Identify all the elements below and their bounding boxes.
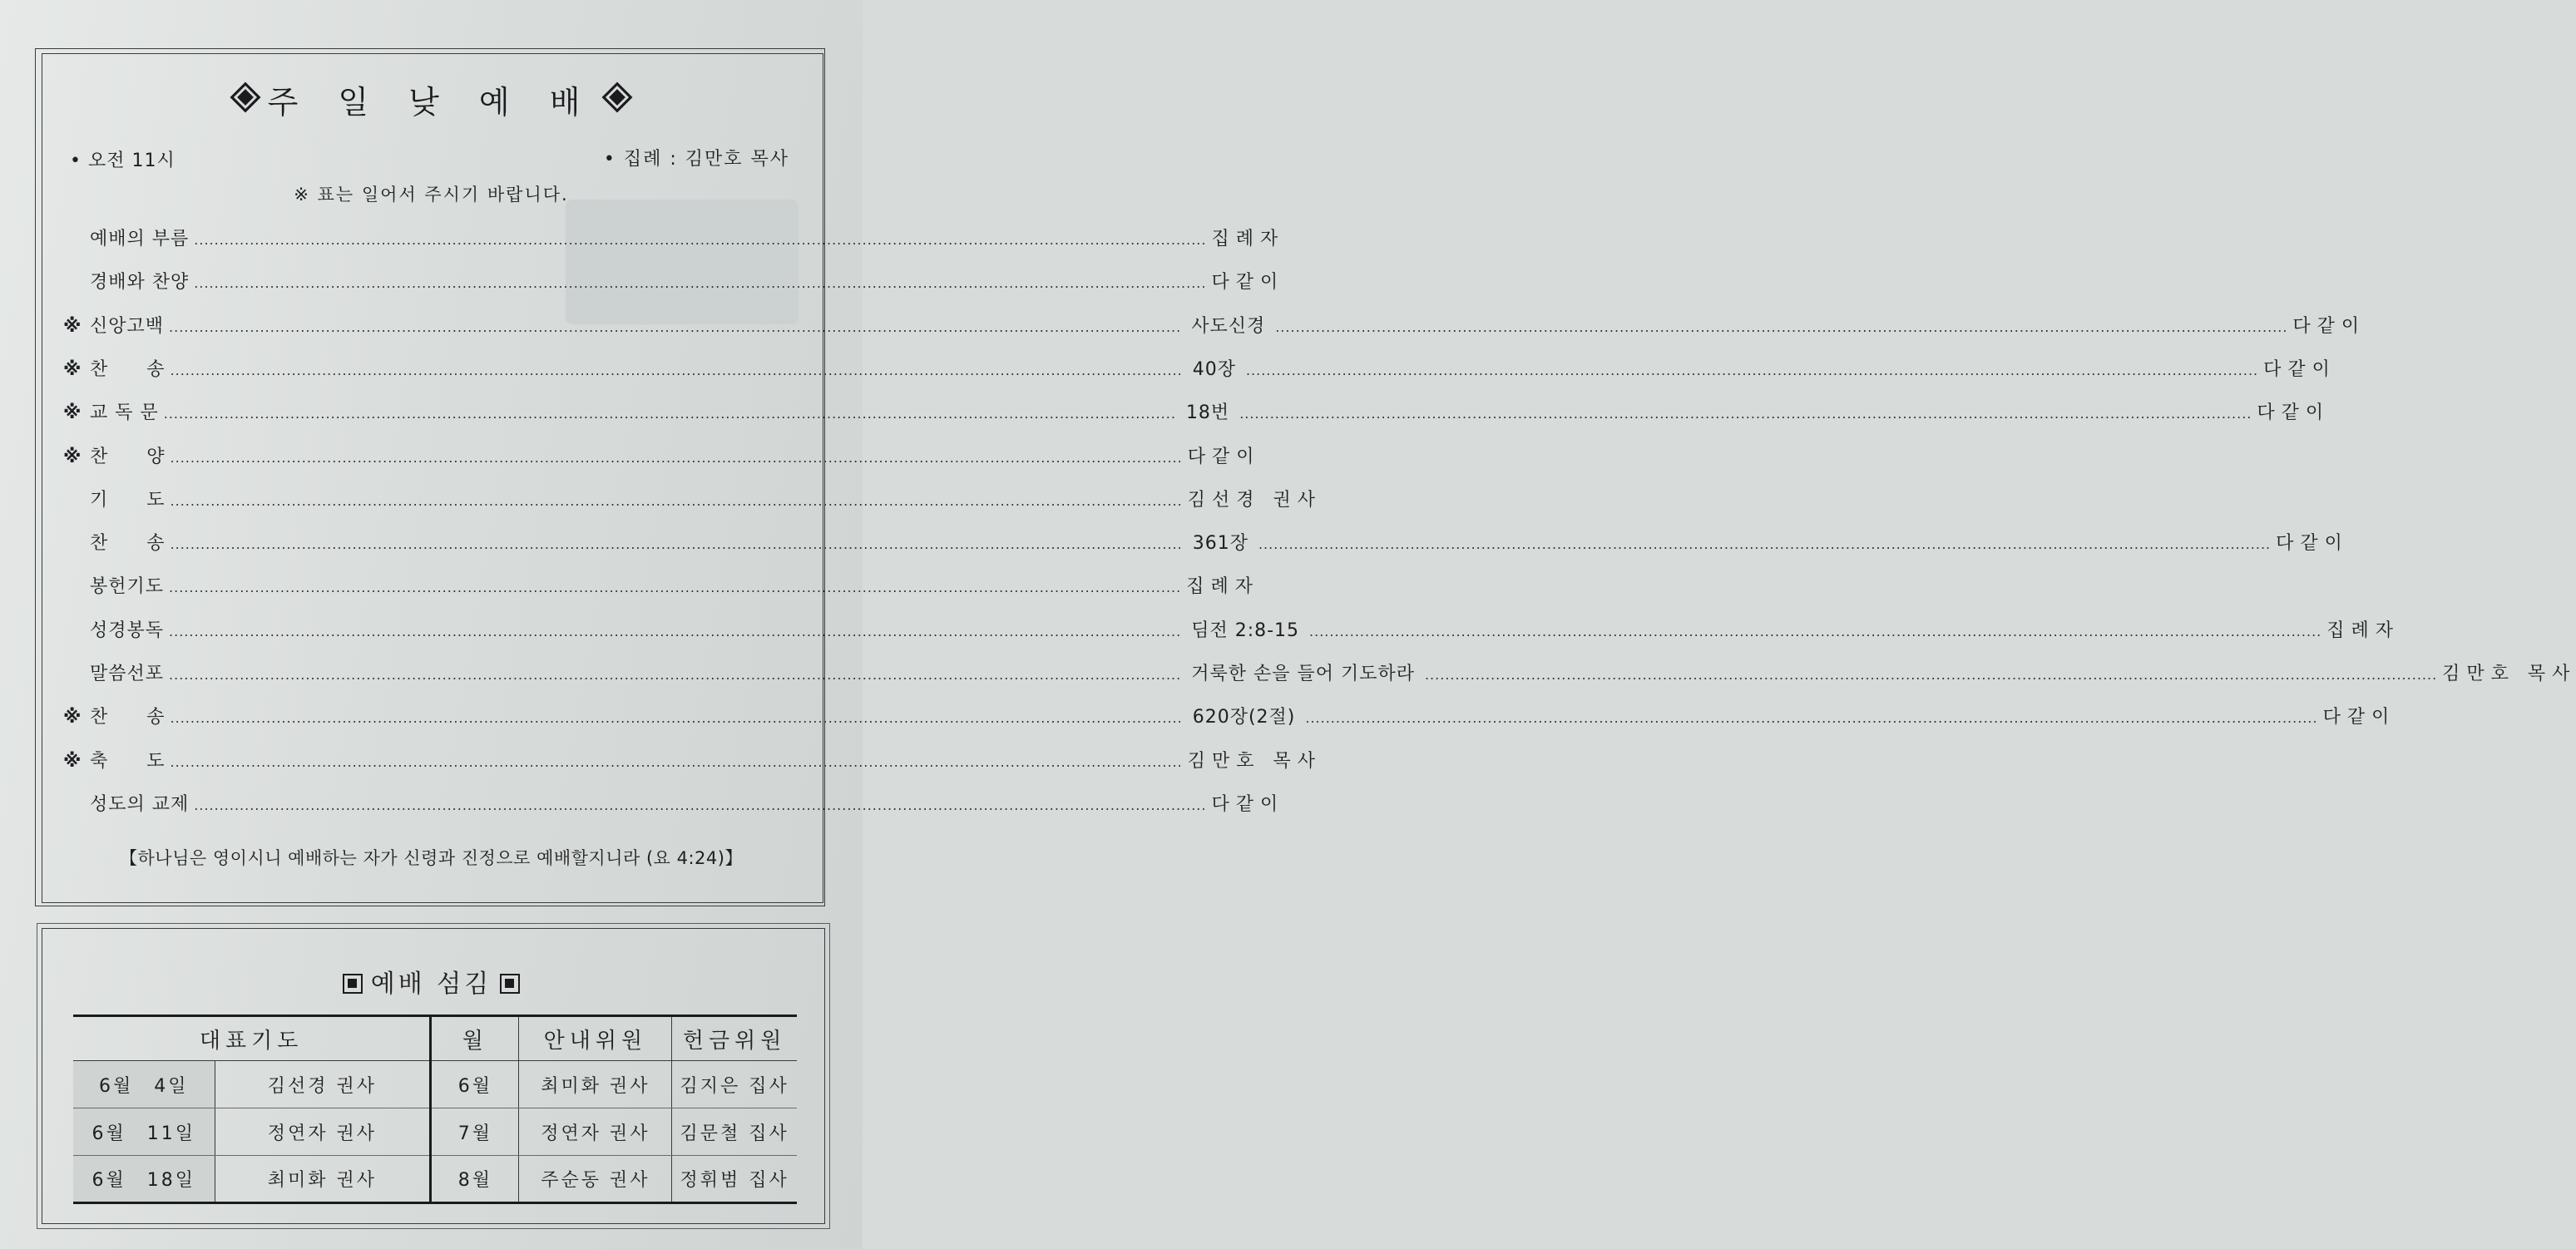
servers-heading <box>0 963 863 1000</box>
order-item-person: 다같이 <box>2322 707 2396 728</box>
order-item-detail: 사도신경 <box>1191 315 1266 337</box>
header-offering: 헌금위원 <box>672 1016 797 1061</box>
order-item-detail: 361장 <box>1192 533 1248 555</box>
order-item-label: 축 도 <box>90 750 166 772</box>
prayer-date: 6월 18일 <box>73 1156 215 1203</box>
order-item-label: 신앙고백 <box>90 315 165 337</box>
prayer-date: 6월 4일 <box>73 1061 215 1108</box>
dot-leader: ........................................................................................................................................................................................................ <box>170 362 1183 378</box>
offering-cell: 정휘범 집사 <box>672 1156 797 1203</box>
servers-title-text: 예배 섬김 <box>370 970 492 999</box>
order-item-label: 찬 송 <box>90 707 166 728</box>
dot-leader: ........................................................................................................................................................................................................ <box>1275 318 2288 335</box>
servers-table <box>73 1015 797 1204</box>
order-item-detail: 620장(2절) <box>1192 707 1296 728</box>
order-item <box>63 747 1322 777</box>
order-item <box>63 442 1261 472</box>
month-cell: 7월 <box>431 1108 519 1156</box>
month-cell: 6월 <box>431 1061 519 1108</box>
usher-cell: 정연자 권사 <box>519 1108 672 1156</box>
dot-leader: ........................................................................................................................................................................................................ <box>1258 536 2272 553</box>
dot-leader: ........................................................................................................................................................................................................ <box>170 753 1183 770</box>
standing-mark: ※ <box>63 707 82 728</box>
order-item-person: 집례자 <box>1211 229 1285 249</box>
order-item <box>63 355 2336 385</box>
table-row <box>73 1108 797 1156</box>
prayer-person: 김선경 권사 <box>215 1061 431 1108</box>
prayer-person: 정연자 권사 <box>215 1108 431 1156</box>
order-item-detail: 거룩한 손을 들어 기도하라 <box>1191 664 1415 684</box>
offering-cell: 김지은 집사 <box>672 1061 797 1108</box>
dot-leader: ........................................................................................................................................................................................................ <box>170 710 1183 727</box>
order-item <box>63 572 1259 602</box>
page-title <box>0 77 863 122</box>
header-month: 월 <box>431 1016 519 1061</box>
order-item-label: 경배와 찬양 <box>90 272 190 294</box>
table-row <box>73 1061 797 1108</box>
order-item-person: 다같이 <box>1187 446 1261 467</box>
dot-leader: ........................................................................................................................................................................................................ <box>169 623 1182 639</box>
square-bullet-icon <box>343 974 363 994</box>
header-prayer: 대표기도 <box>73 1016 431 1061</box>
order-item-label: 성도의 교제 <box>90 793 190 815</box>
dot-leader: ........................................................................................................................................................................................................ <box>170 536 1183 553</box>
order-item <box>63 659 2576 689</box>
order-item <box>63 616 2400 646</box>
order-item <box>63 529 2349 559</box>
dot-leader: ........................................................................................................................................................................................................ <box>1245 362 2259 378</box>
dot-leader: ........................................................................................................................................................................................................ <box>1239 406 2252 422</box>
order-item-person: 집례자 <box>2326 620 2400 641</box>
dot-leader: ........................................................................................................................................................................................................ <box>169 667 1182 683</box>
order-item-person: 김선경 권사 <box>1187 489 1322 511</box>
dot-leader: ........................................................................................................................................................................................................ <box>1305 710 2318 727</box>
order-item-person: 다같이 <box>2257 402 2331 424</box>
service-time: • 오전 11시 <box>70 151 176 171</box>
standing-mark: ※ <box>63 402 82 424</box>
order-item-label: 봉헌기도 <box>90 576 165 598</box>
order-item <box>63 225 1285 254</box>
dot-leader: ........................................................................................................................................................................................................ <box>194 797 1207 813</box>
dot-leader: ........................................................................................................................................................................................................ <box>1424 667 2438 683</box>
order-item-person: 다같이 <box>1211 272 1285 294</box>
service-leader: • 집례 : 김만호 목사 <box>603 149 789 170</box>
order-item-label: 찬 송 <box>90 358 166 380</box>
title-text: 주 일 낮 예 배 <box>267 84 596 121</box>
order-item-label: 예배의 부름 <box>90 229 190 249</box>
dot-leader: ........................................................................................................................................................................................................ <box>169 318 1182 335</box>
header-usher: 안내위원 <box>519 1016 672 1061</box>
order-item <box>63 312 2366 342</box>
standing-mark: ※ <box>63 315 82 337</box>
standing-notice: ※ 표는 일어서 주시기 바랍니다. <box>294 185 569 205</box>
order-item-label: 성경봉독 <box>90 620 165 641</box>
order-item <box>63 268 1285 298</box>
diamond-icon <box>230 82 260 113</box>
order-item-person: 다같이 <box>2276 533 2349 555</box>
table-row <box>73 1156 797 1203</box>
order-item-person: 집례자 <box>1186 576 1259 598</box>
order-item-label: 기 도 <box>90 489 166 511</box>
dot-leader: ........................................................................................................................................................................................................ <box>170 492 1183 509</box>
offering-cell: 김문철 집사 <box>672 1108 797 1156</box>
standing-mark: ※ <box>63 446 82 467</box>
dot-leader: ........................................................................................................................................................................................................ <box>194 275 1207 292</box>
order-item-label: 찬 양 <box>90 446 166 467</box>
order-item <box>63 703 2396 733</box>
show-through-stamp <box>566 200 799 324</box>
order-item-person: 다같이 <box>2263 358 2336 380</box>
dot-leader: ........................................................................................................................................................................................................ <box>169 580 1182 596</box>
square-bullet-icon <box>500 974 520 994</box>
prayer-date: 6월 11일 <box>73 1108 215 1156</box>
dot-leader: ........................................................................................................................................................................................................ <box>163 406 1176 422</box>
usher-cell: 최미화 권사 <box>519 1061 672 1108</box>
dot-leader: ........................................................................................................................................................................................................ <box>1309 623 2322 639</box>
order-item <box>63 398 2331 428</box>
dot-leader: ........................................................................................................................................................................................................ <box>194 232 1207 248</box>
order-item-person: 김만호 목사 <box>1187 750 1322 772</box>
standing-mark: ※ <box>63 750 82 772</box>
order-item <box>63 790 1285 820</box>
order-item-detail: 40장 <box>1192 358 1236 380</box>
month-cell: 8월 <box>431 1156 519 1203</box>
order-item-person: 다같이 <box>2292 315 2366 337</box>
order-item <box>63 486 1322 516</box>
order-item-detail: 딤전 2:8-15 <box>1191 620 1300 641</box>
order-item-label: 말씀선포 <box>90 664 165 684</box>
scripture-verse: 【하나님은 영이시니 예배하는 자가 신령과 진정으로 예배할지니라 (요 4:24)】 <box>120 848 743 868</box>
standing-mark: ※ <box>63 358 82 380</box>
order-item-person: 김만호 목사 <box>2442 664 2576 684</box>
dot-leader: ........................................................................................................................................................................................................ <box>170 449 1183 466</box>
order-item-person: 다같이 <box>1211 793 1285 815</box>
diamond-icon <box>602 82 633 113</box>
usher-cell: 주순동 권사 <box>519 1156 672 1203</box>
prayer-person: 최미화 권사 <box>215 1156 431 1203</box>
order-item-detail: 18번 <box>1185 402 1230 424</box>
order-item-label: 교 독 문 <box>90 402 159 424</box>
order-item-label: 찬 송 <box>90 533 166 555</box>
